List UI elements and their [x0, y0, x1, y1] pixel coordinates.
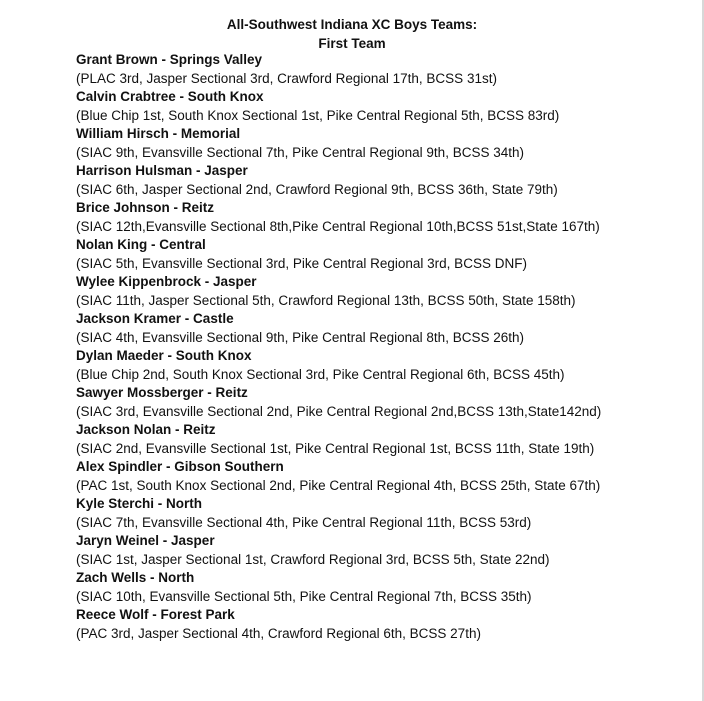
athlete-entry: [76, 458, 696, 495]
athlete-name: Brice Johnson - Reitz: [76, 200, 215, 215]
athlete-name: William Hirsch - Memorial: [76, 126, 241, 141]
athlete-results: (SIAC 1st, Jasper Sectional 1st, Crawford Regional 3rd, BCSS 5th, State 22nd): [76, 551, 550, 567]
athlete-name: Sawyer Mossberger - Reitz: [76, 385, 248, 400]
athlete-roster: [76, 51, 696, 643]
athlete-results: (PAC 3rd, Jasper Sectional 4th, Crawford Regional 6th, BCSS 27th): [76, 625, 481, 641]
athlete-results: (PLAC 3rd, Jasper Sectional 3rd, Crawford Regional 17th, BCSS 31st): [76, 70, 497, 86]
athlete-name: Alex Spindler - Gibson Southern: [76, 459, 284, 474]
document-header: [0, 15, 704, 53]
athlete-entry: [76, 310, 696, 347]
athlete-results: (SIAC 7th, Evansville Sectional 4th, Pike Central Regional 11th, BCSS 53rd): [76, 514, 532, 530]
athlete-name: Zach Wells - North: [76, 570, 195, 585]
athlete-results: (Blue Chip 1st, South Knox Sectional 1st, Pike Central Regional 5th, BCSS 83rd): [76, 107, 560, 123]
athlete-name: Jackson Nolan - Reitz: [76, 422, 216, 437]
document-title: All-Southwest Indiana XC Boys Teams:: [226, 17, 478, 32]
athlete-entry: [76, 495, 696, 532]
athlete-entry: [76, 199, 696, 236]
athlete-results: (SIAC 2nd, Evansville Sectional 1st, Pike Central Regional 1st, BCSS 11th, State 19th): [76, 440, 595, 456]
athlete-results: (SIAC 4th, Evansville Sectional 9th, Pike Central Regional 8th, BCSS 26th): [76, 329, 524, 345]
athlete-entry: [76, 347, 696, 384]
athlete-entry: [76, 569, 696, 606]
athlete-results: (SIAC 5th, Evansville Sectional 3rd, Pike Central Regional 3rd, BCSS DNF): [76, 255, 527, 271]
athlete-results: (SIAC 3rd, Evansville Sectional 2nd, Pike Central Regional 2nd,BCSS 13th,State142nd): [76, 403, 602, 419]
athlete-entry: [76, 421, 696, 458]
athlete-entry: [76, 125, 696, 162]
athlete-entry: [76, 162, 696, 199]
athlete-entry: [76, 273, 696, 310]
athlete-name: Grant Brown - Springs Valley: [76, 52, 263, 67]
athlete-entry: [76, 236, 696, 273]
athlete-name: Jackson Kramer - Castle: [76, 311, 234, 326]
athlete-name: Wylee Kippenbrock - Jasper: [76, 274, 257, 289]
athlete-entry: [76, 384, 696, 421]
athlete-name: Dylan Maeder - South Knox: [76, 348, 252, 363]
athlete-name: Harrison Hulsman - Jasper: [76, 163, 248, 178]
athlete-entry: [76, 532, 696, 569]
athlete-name: Reece Wolf - Forest Park: [76, 607, 235, 622]
athlete-results: (SIAC 11th, Jasper Sectional 5th, Crawford Regional 13th, BCSS 50th, State 158th): [76, 292, 576, 308]
athlete-entry: [76, 88, 696, 125]
athlete-name: Jaryn Weinel - Jasper: [76, 533, 215, 548]
athlete-results: (SIAC 9th, Evansville Sectional 7th, Pike Central Regional 9th, BCSS 34th): [76, 144, 524, 160]
athlete-name: Calvin Crabtree - South Knox: [76, 89, 264, 104]
athlete-name: Kyle Sterchi - North: [76, 496, 203, 511]
athlete-results: (SIAC 10th, Evansville Sectional 5th, Pike Central Regional 7th, BCSS 35th): [76, 588, 532, 604]
athlete-entry: [76, 51, 696, 88]
athlete-results: (PAC 1st, South Knox Sectional 2nd, Pike Central Regional 4th, BCSS 25th, State 67th): [76, 477, 601, 493]
athlete-results: (Blue Chip 2nd, South Knox Sectional 3rd, Pike Central Regional 6th, BCSS 45th): [76, 366, 565, 382]
athlete-name: Nolan King - Central: [76, 237, 206, 252]
athlete-results: (SIAC 12th,Evansville Sectional 8th,Pike Central Regional 10th,BCSS 51st,State 167th): [76, 218, 600, 234]
athlete-results: (SIAC 6th, Jasper Sectional 2nd, Crawford Regional 9th, BCSS 36th, State 79th): [76, 181, 558, 197]
athlete-entry: [76, 606, 696, 643]
team-heading: First Team: [318, 36, 386, 51]
